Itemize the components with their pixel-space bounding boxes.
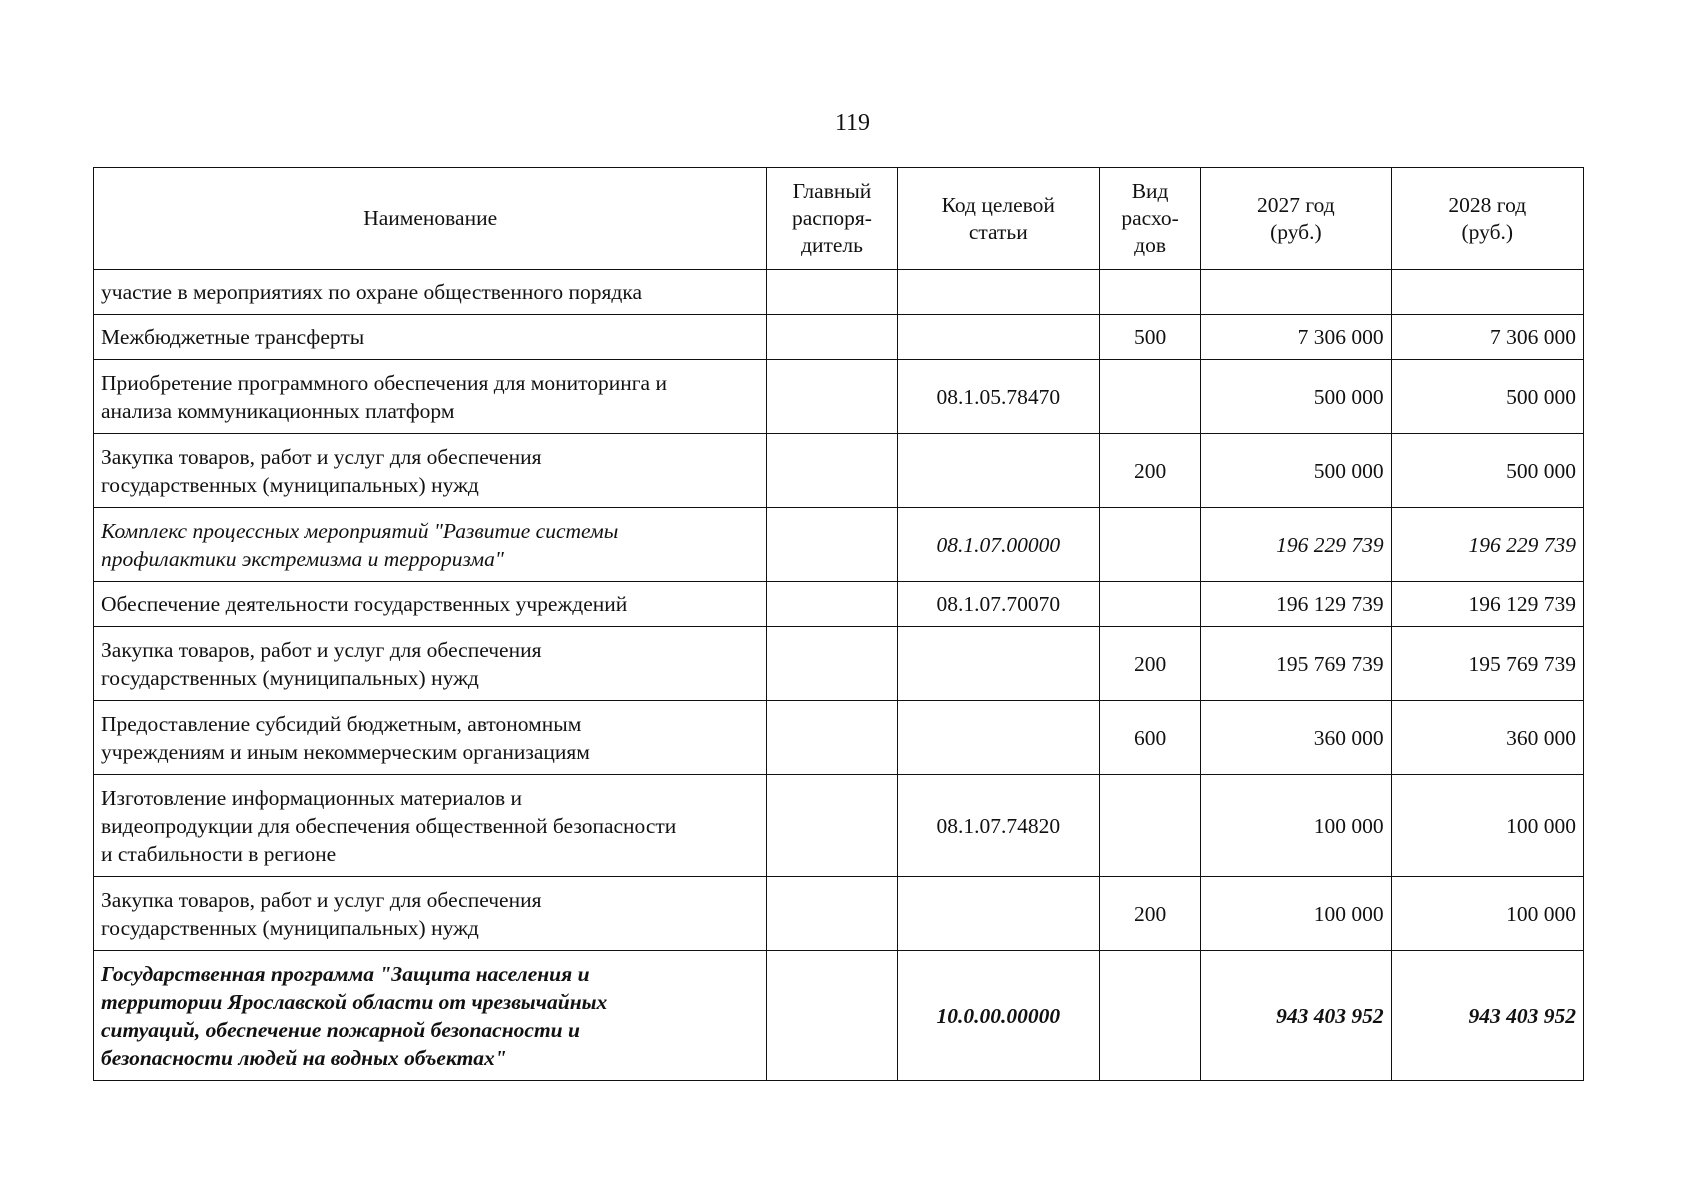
cell-name-line: и стабильности в регионе xyxy=(101,841,337,866)
cell-target-code: 10.0.00.00000 xyxy=(897,951,1099,1081)
header-vid-line: расхо- xyxy=(1121,206,1179,230)
cell-name xyxy=(94,508,767,582)
cell-target-code xyxy=(897,627,1099,701)
header-year-2028 xyxy=(1391,168,1583,270)
cell-name-line: безопасности людей на водных объектах" xyxy=(101,1045,507,1070)
cell-main-manager xyxy=(767,775,897,877)
cell-amount-2027: 100 000 xyxy=(1201,877,1391,951)
cell-target-code xyxy=(897,315,1099,360)
table-row xyxy=(94,508,1584,582)
cell-amount-2027: 943 403 952 xyxy=(1201,951,1391,1081)
cell-target-code xyxy=(897,877,1099,951)
cell-expense-type xyxy=(1100,360,1201,434)
cell-target-code xyxy=(897,434,1099,508)
table-row xyxy=(94,775,1584,877)
cell-amount-2028: 7 306 000 xyxy=(1391,315,1583,360)
cell-main-manager xyxy=(767,508,897,582)
cell-name xyxy=(94,270,767,315)
header-2027-line: 2027 год xyxy=(1257,192,1335,217)
cell-name xyxy=(94,877,767,951)
cell-name-line: Закупка товаров, работ и услуг для обеспечения xyxy=(101,637,542,662)
table-row xyxy=(94,434,1584,508)
cell-name-line: Закупка товаров, работ и услуг для обеспечения xyxy=(101,887,542,912)
table-row xyxy=(94,270,1584,315)
cell-amount-2028 xyxy=(1391,270,1583,315)
header-name-text: Наименование xyxy=(363,206,498,230)
cell-name-line: видеопродукции для обеспечения общественной безопасности xyxy=(101,813,677,838)
cell-main-manager xyxy=(767,627,897,701)
cell-main-manager xyxy=(767,360,897,434)
cell-amount-2027: 100 000 xyxy=(1201,775,1391,877)
cell-name xyxy=(94,951,767,1081)
cell-expense-type: 200 xyxy=(1100,434,1201,508)
header-expense-type xyxy=(1100,168,1201,270)
cell-expense-type: 200 xyxy=(1100,877,1201,951)
header-target-code xyxy=(897,168,1099,270)
cell-amount-2028: 943 403 952 xyxy=(1391,951,1583,1081)
cell-name-line: Изготовление информационных материалов и xyxy=(101,785,523,810)
cell-amount-2027: 360 000 xyxy=(1201,701,1391,775)
header-main-line: Главный xyxy=(792,179,872,203)
table-row xyxy=(94,951,1584,1081)
cell-amount-2028: 195 769 739 xyxy=(1391,627,1583,701)
cell-target-code: 08.1.07.00000 xyxy=(897,508,1099,582)
cell-amount-2028: 500 000 xyxy=(1391,434,1583,508)
table-row xyxy=(94,360,1584,434)
cell-amount-2027: 500 000 xyxy=(1201,360,1391,434)
table-row xyxy=(94,582,1584,627)
cell-amount-2027: 500 000 xyxy=(1201,434,1391,508)
cell-expense-type: 500 xyxy=(1100,315,1201,360)
cell-amount-2027: 196 229 739 xyxy=(1201,508,1391,582)
cell-name-line: Комплекс процессных мероприятий "Развитие системы xyxy=(101,518,619,543)
cell-main-manager xyxy=(767,434,897,508)
header-2028-line: 2028 год xyxy=(1448,192,1527,217)
cell-name xyxy=(94,627,767,701)
cell-amount-2028: 196 229 739 xyxy=(1391,508,1583,582)
header-main-line: дитель xyxy=(801,233,863,257)
cell-name xyxy=(94,775,767,877)
cell-main-manager xyxy=(767,582,897,627)
cell-name-line: учреждениям и иным некоммерческим организациям xyxy=(101,739,590,764)
header-main-line: распоря- xyxy=(792,206,872,230)
cell-name xyxy=(94,434,767,508)
cell-target-code xyxy=(897,701,1099,775)
cell-amount-2027: 7 306 000 xyxy=(1201,315,1391,360)
cell-name-line: Государственная программа "Защита населения и xyxy=(101,961,590,986)
cell-main-manager xyxy=(767,315,897,360)
table-row xyxy=(94,315,1584,360)
cell-target-code xyxy=(897,270,1099,315)
cell-name-line: участие в мероприятиях по охране общественного порядка xyxy=(101,280,643,304)
header-2027-line: (руб.) xyxy=(1270,219,1322,244)
cell-expense-type: 600 xyxy=(1100,701,1201,775)
cell-amount-2027 xyxy=(1201,270,1391,315)
cell-amount-2028: 500 000 xyxy=(1391,360,1583,434)
cell-expense-type: 200 xyxy=(1100,627,1201,701)
cell-name xyxy=(94,360,767,434)
cell-main-manager xyxy=(767,877,897,951)
cell-target-code: 08.1.07.74820 xyxy=(897,775,1099,877)
cell-name-line: профилактики экстремизма и терроризма" xyxy=(101,546,504,571)
cell-expense-type xyxy=(1100,508,1201,582)
cell-target-code: 08.1.05.78470 xyxy=(897,360,1099,434)
cell-amount-2027: 195 769 739 xyxy=(1201,627,1391,701)
cell-expense-type xyxy=(1100,775,1201,877)
cell-name xyxy=(94,315,767,360)
cell-amount-2028: 100 000 xyxy=(1391,775,1583,877)
cell-main-manager xyxy=(767,951,897,1081)
budget-table xyxy=(93,167,1584,1081)
cell-amount-2028: 100 000 xyxy=(1391,877,1583,951)
cell-name-line: Закупка товаров, работ и услуг для обеспечения xyxy=(101,444,542,469)
cell-expense-type xyxy=(1100,582,1201,627)
header-vid-line: Вид xyxy=(1131,179,1169,203)
cell-name-line: государственных (муниципальных) нужд xyxy=(101,915,479,940)
page-number: 119 xyxy=(834,110,871,136)
cell-amount-2027: 196 129 739 xyxy=(1201,582,1391,627)
table-body xyxy=(94,270,1584,1081)
header-2028-line: (руб.) xyxy=(1461,219,1514,244)
cell-main-manager xyxy=(767,701,897,775)
cell-main-manager xyxy=(767,270,897,315)
header-name xyxy=(94,168,767,270)
header-code-line: Код целевой xyxy=(941,192,1055,217)
header-code-line: статьи xyxy=(968,219,1028,244)
header-main-manager xyxy=(767,168,897,270)
cell-amount-2028: 196 129 739 xyxy=(1391,582,1583,627)
cell-expense-type xyxy=(1100,270,1201,315)
cell-name-line: анализа коммуникационных платформ xyxy=(101,398,455,423)
header-year-2027 xyxy=(1201,168,1391,270)
cell-target-code: 08.1.07.70070 xyxy=(897,582,1099,627)
cell-name-line: Межбюджетные трансферты xyxy=(101,325,365,349)
table-row xyxy=(94,701,1584,775)
cell-amount-2028: 360 000 xyxy=(1391,701,1583,775)
table-row xyxy=(94,877,1584,951)
table-header-row xyxy=(94,168,1584,270)
cell-name-line: государственных (муниципальных) нужд xyxy=(101,665,479,690)
cell-name-line: государственных (муниципальных) нужд xyxy=(101,472,479,497)
cell-name xyxy=(94,582,767,627)
cell-name-line: Предоставление субсидий бюджетным, автономным xyxy=(101,711,582,736)
header-vid-line: дов xyxy=(1134,233,1167,257)
cell-name xyxy=(94,701,767,775)
cell-name-line: территории Ярославской области от чрезвычайных xyxy=(101,989,608,1014)
cell-name-line: Обеспечение деятельности государственных учреждений xyxy=(101,592,628,616)
cell-expense-type xyxy=(1100,951,1201,1081)
cell-name-line: Приобретение программного обеспечения для мониторинга и xyxy=(101,370,667,395)
table-row xyxy=(94,627,1584,701)
cell-name-line: ситуаций, обеспечение пожарной безопасности и xyxy=(101,1017,580,1042)
